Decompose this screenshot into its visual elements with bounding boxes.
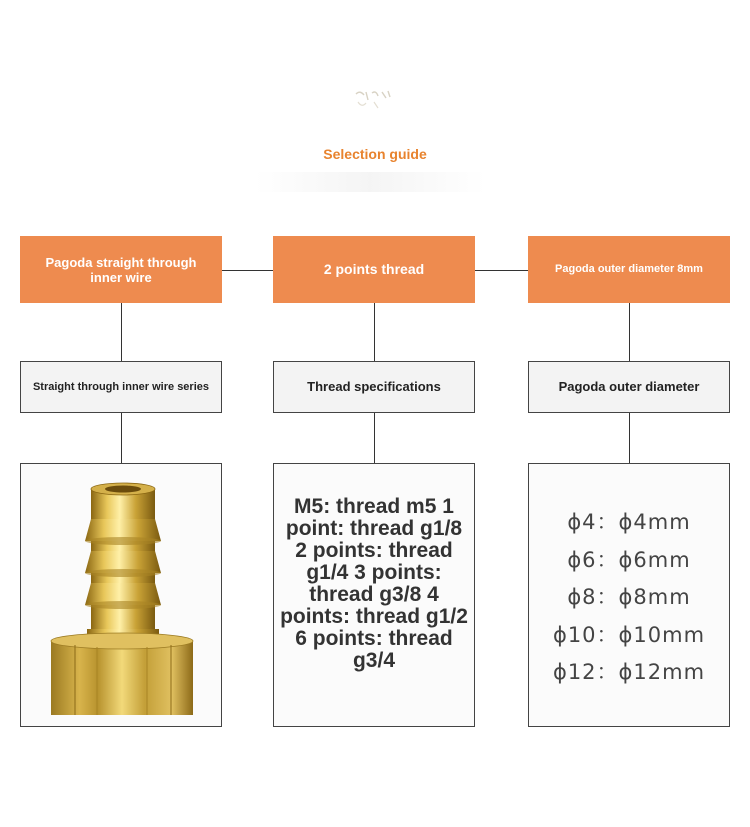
connector-v-c1a <box>121 303 122 361</box>
page-title: Selection guide <box>323 146 427 162</box>
diameter-item-4: ϕ4：ϕ4mm <box>567 510 691 534</box>
connector-h-1 <box>222 270 273 271</box>
thread-spec-text: M5: thread m5 1 point: thread g1/8 2 points: thread g1/4 3 points: thread g3/8 4 points: thread g1/2 6 points: thread g3/4 <box>280 495 468 672</box>
diameter-item-12: ϕ12：ϕ12mm <box>552 660 706 684</box>
connector-v-c1b <box>121 413 122 463</box>
connector-h-2 <box>475 270 528 271</box>
title-underline-shadow <box>255 172 485 192</box>
sub-box-series: Straight through inner wire series <box>20 361 222 413</box>
head-box-outer-diameter: Pagoda outer diameter 8mm <box>528 236 730 303</box>
panel-thread-specs <box>273 463 475 727</box>
brand-logo-icon <box>352 88 394 112</box>
panel-product-image <box>20 463 222 727</box>
brass-hose-barb-fitting-icon <box>45 479 199 715</box>
head-box-thread: 2 points thread <box>273 236 475 303</box>
sub-box-outer-diameter: Pagoda outer diameter <box>528 361 730 413</box>
diameter-item-6: ϕ6：ϕ6mm <box>567 547 691 572</box>
connector-v-c3b <box>629 413 630 463</box>
head-box-pagoda-straight: Pagoda straight through inner wire <box>20 236 222 303</box>
connector-v-c2b <box>374 413 375 463</box>
diameter-item-10: ϕ10：ϕ10mm <box>552 622 706 647</box>
panel-diameter-list <box>528 463 730 727</box>
diameter-item-8: ϕ8：ϕ8mm <box>567 585 691 609</box>
connector-v-c2a <box>374 303 375 361</box>
sub-box-thread-spec: Thread specifications <box>273 361 475 413</box>
connector-v-c3a <box>629 303 630 361</box>
diameter-list <box>529 504 729 692</box>
